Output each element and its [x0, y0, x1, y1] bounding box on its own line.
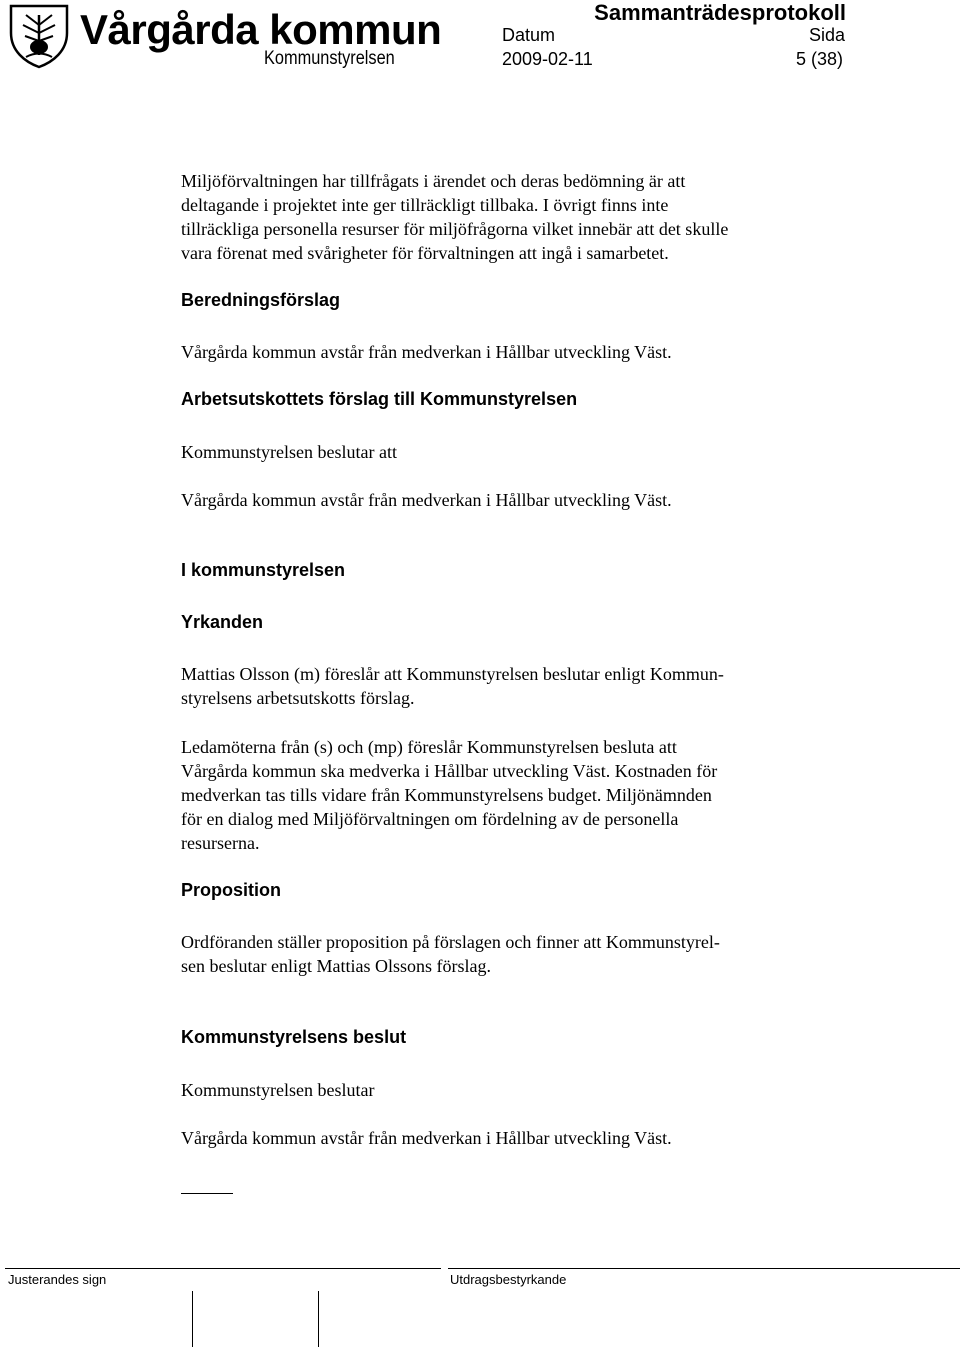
committee-name: Kommunstyrelsen [264, 48, 395, 69]
text-line: Ledamöterna från (s) och (mp) föreslår Kommunstyrelsen besluta att [181, 737, 677, 757]
au-text: Vårgårda kommun avstår från medverkan i Hållbar utveckling Väst. [181, 490, 672, 510]
proposition-heading: Proposition [181, 880, 281, 900]
text-line: vara förenat med svårigheter för förvaltningen att ingå i samarbetet. [181, 243, 669, 263]
au-heading: Arbetsutskottets förslag till Kommunstyrelsen [181, 389, 578, 409]
proposition-paragraph [181, 930, 720, 978]
ks-heading: I kommunstyrelsen [181, 560, 346, 580]
section-end-line [181, 1193, 233, 1194]
beslut-heading: Kommunstyrelsens beslut [181, 1027, 407, 1047]
text-line: styrelsens arbetsutskotts förslag. [181, 688, 415, 708]
date-label: Datum [502, 25, 556, 45]
footer-rule-left [5, 1268, 441, 1269]
document-type: Sammanträdesprotokoll [594, 0, 846, 25]
text-line: deltagande i projektet inte ger tillräckligt tillbaka. I övrigt finns inte [181, 195, 669, 215]
text-line: för en dialog med Miljöförvaltningen om fördelning av de personella [181, 809, 679, 829]
yrkande-2 [181, 735, 717, 855]
yrkande-1 [181, 662, 724, 710]
signature-box-divider [318, 1291, 319, 1347]
text-line: Mattias Olsson (m) föreslår att Kommunstyrelsen beslutar enligt Kommun- [181, 664, 724, 684]
municipality-logotype: Vårgårda kommun [80, 6, 442, 53]
beslut-intro: Kommunstyrelsen beslutar [181, 1080, 375, 1100]
beredning-heading: Beredningsförslag [181, 290, 341, 310]
page-label: Sida [809, 25, 846, 45]
text-line: Vårgårda kommun ska medverka i Hållbar utveckling Väst. Kostnaden för [181, 761, 718, 781]
municipal-crest-icon [6, 3, 72, 69]
signature-box-divider [192, 1291, 193, 1347]
au-intro: Kommunstyrelsen beslutar att [181, 442, 397, 462]
certifier-label: Utdragsbestyrkande [450, 1272, 567, 1287]
text-line: Ordföranden ställer proposition på förslagen och finner att Kommunstyrel- [181, 932, 720, 952]
intro-paragraph [181, 169, 728, 265]
beredning-text: Vårgårda kommun avstår från medverkan i Hållbar utveckling Väst. [181, 342, 672, 362]
page-number: 5 (38) [796, 49, 844, 69]
signers-label: Justerandes sign [8, 1272, 107, 1287]
text-line: tillräckliga personella resurser för miljöfrågorna vilket innebär att det skulle [181, 219, 729, 239]
text-line: Miljöförvaltningen har tillfrågats i ärendet och deras bedömning är att [181, 171, 686, 191]
text-line: resurserna. [181, 833, 260, 853]
text-line: medverkan tas tills vidare från Kommunstyrelsens budget. Miljönämnden [181, 785, 712, 805]
text-line: sen beslutar enligt Mattias Olssons förslag. [181, 956, 491, 976]
meeting-date: 2009-02-11 [502, 49, 593, 69]
yrkanden-heading: Yrkanden [181, 612, 264, 632]
beslut-text: Vårgårda kommun avstår från medverkan i Hållbar utveckling Väst. [181, 1128, 672, 1148]
footer-rule-right [448, 1268, 960, 1269]
